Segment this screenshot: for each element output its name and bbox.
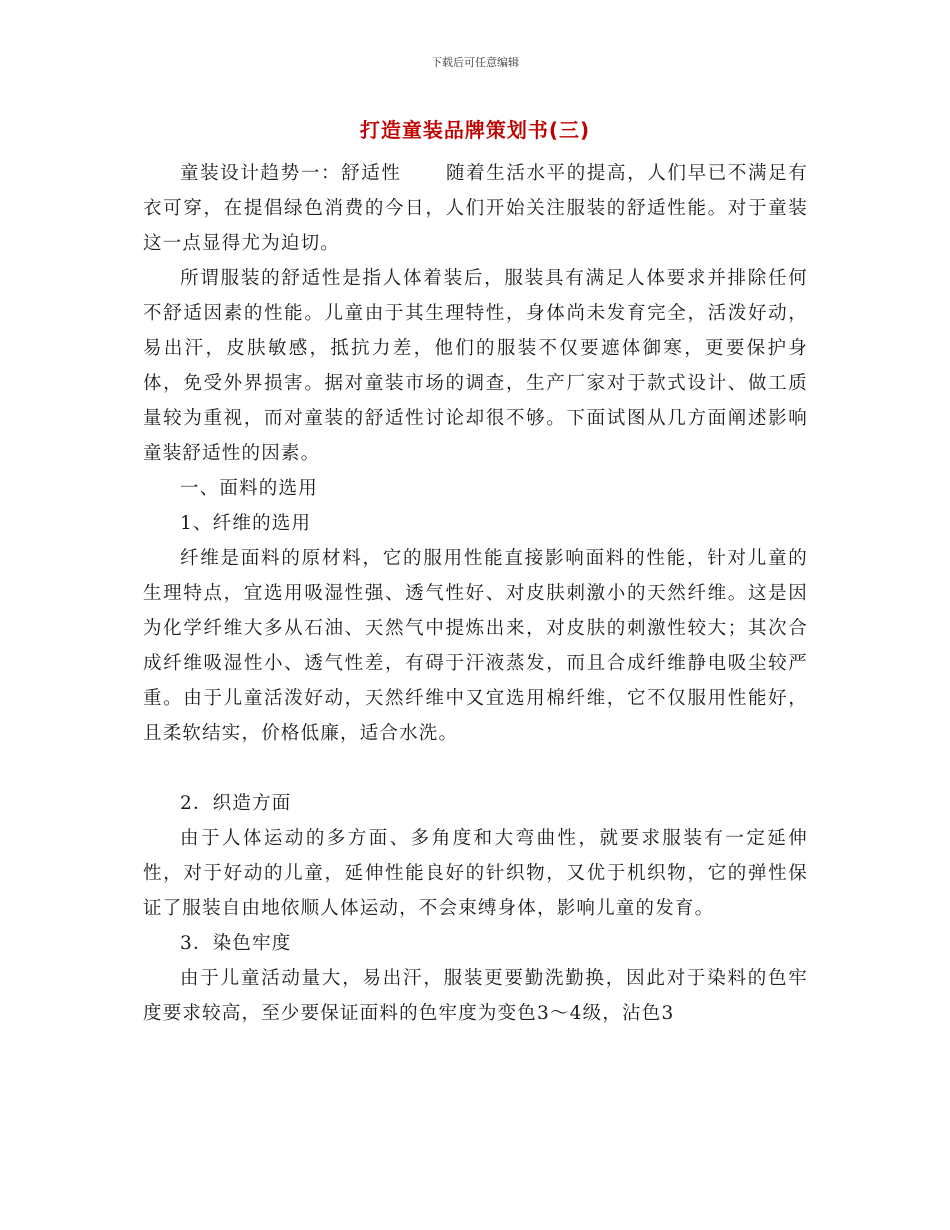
blank-line (143, 751, 808, 786)
paragraph-1-rest: 随着生活水平的提高，人们早已不满足有衣可穿，在提倡绿色消费的今日，人们开始关注服装的舒适性能。对于童装这一点显得尤为迫切。 (143, 163, 808, 254)
document-title: 打造童装品牌策划书(三) (359, 118, 591, 142)
header-note: 下载后可任意编辑 (431, 56, 519, 69)
paragraph-5: 由于儿童活动量大，易出汗，服装更要勤洗勤换，因此对于染料的色牢度要求较高，至少要保证面料的色牢度为变色3～4级，沾色3 (143, 968, 808, 1024)
paragraph-3: 纤维是面料的原材料，它的服用性能直接影响面料的性能，针对儿童的生理特点，宜选用吸湿性强、透气性好、对皮肤刺激小的天然纤维。这是因为化学纤维大多从石油、天然气中提炼出来，对皮肤的刺激性较大；其次合成纤维吸湿性小、透气性差，有碍于汗液蒸发，而且合成纤维静电吸尘较严重。由于儿童活泼好动，天然纤维中又宜选用棉纤维，它不仅服用性能好，且柔软结实，价格低廉，适合水洗。 (143, 548, 808, 744)
paragraph-1-lead: 童装设计趋势一：舒适性 (180, 163, 402, 184)
subsection-heading-3: 3．染色牢度 (180, 933, 292, 954)
document-body (143, 156, 808, 1031)
paragraph-2: 所谓服装的舒适性是指人体着装后，服装具有满足人体要求并排除任何不舒适因素的性能。儿童由于其生理特性，身体尚未发育完全，活泼好动，易出汗，皮肤敏感，抵抗力差，他们的服装不仅要遮体御寒，更要保护身体，免受外界损害。据对童装市场的调查，生产厂家对于款式设计、做工质量较为重视，而对童装的舒适性讨论却很不够。下面试图从几方面阐述影响童装舒适性的因素。 (143, 268, 808, 464)
paragraph-4: 由于人体运动的多方面、多角度和大弯曲性，就要求服装有一定延伸性，对于好动的儿童，延伸性能良好的针织物，又优于机织物，它的弹性保证了服装自由地依顺人体运动，不会束缚身体，影响儿童的发育。 (143, 828, 808, 919)
section-heading-1: 一、面料的选用 (180, 478, 318, 499)
subsection-heading-2: 2．织造方面 (180, 793, 292, 814)
subsection-heading-1-1: 1、纤维的选用 (180, 513, 312, 534)
paragraph-1 (143, 156, 808, 261)
